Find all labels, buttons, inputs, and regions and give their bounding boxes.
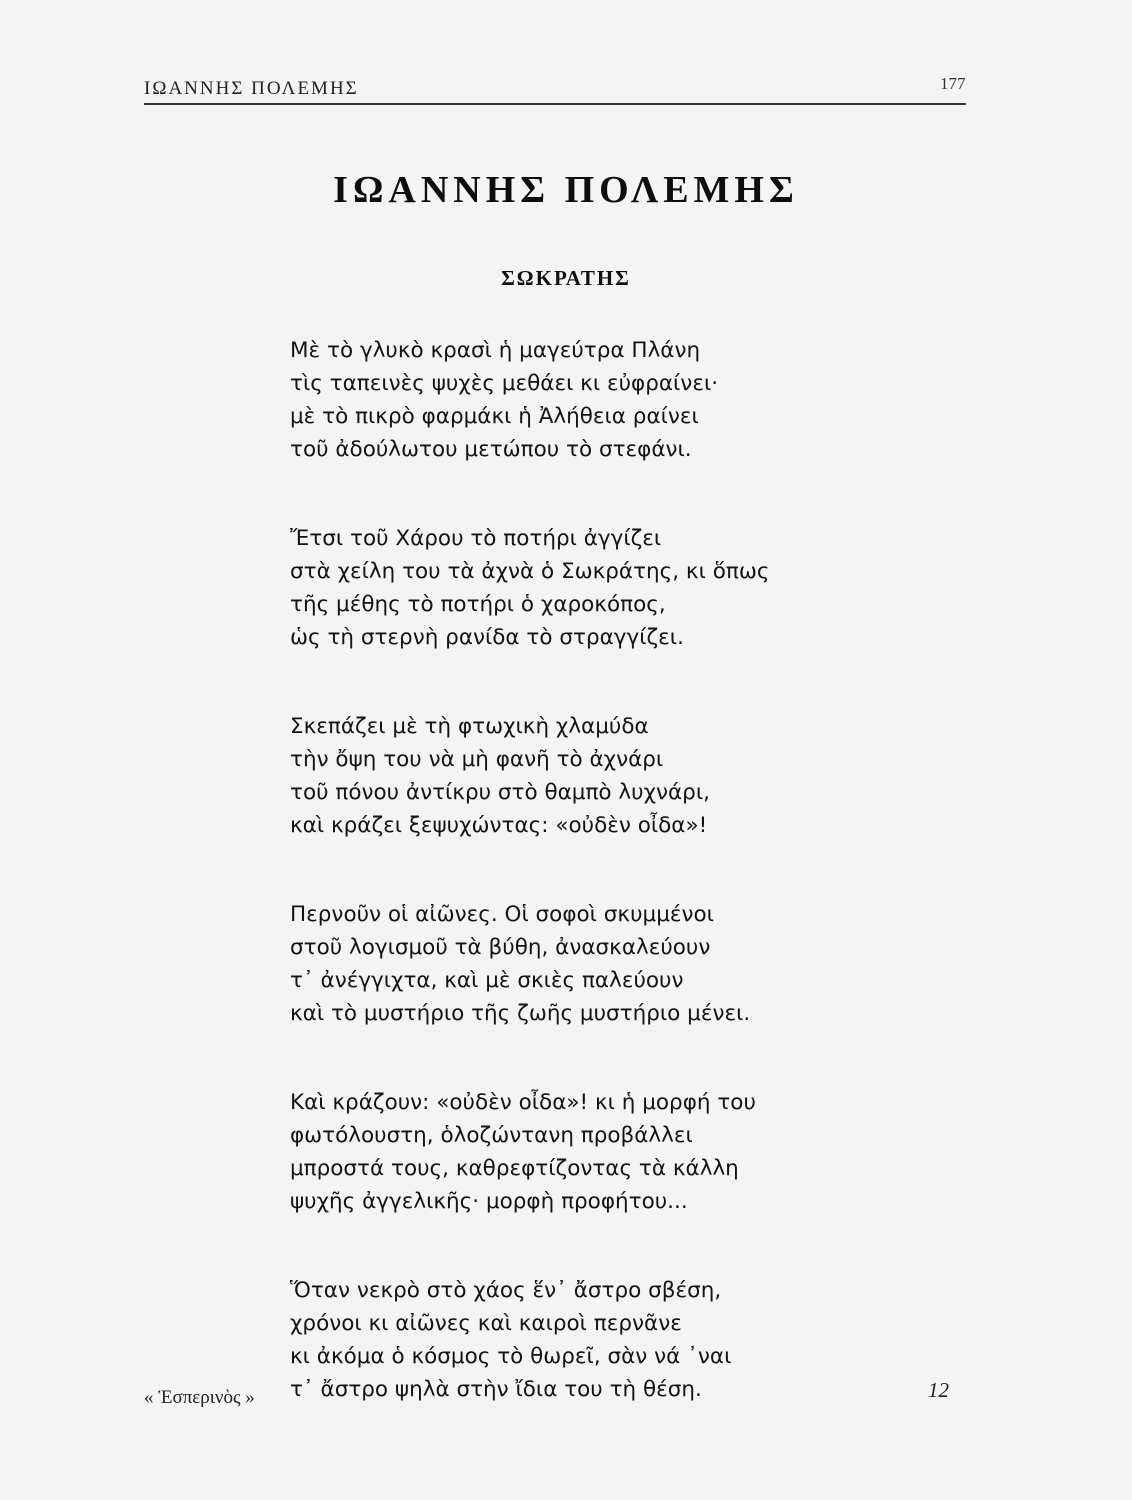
poem-line: τῆς μέθης τὸ ποτήρι ὁ χαροκόπος, [290, 592, 666, 617]
source-citation: « Ἑσπερινὸς » [144, 1387, 255, 1408]
poem-line: Περνοῦν οἱ αἰῶνες. Οἱ σοφοὶ σκυμμένοι [290, 902, 714, 927]
poem-line: Σκεπάζει μὲ τὴ φτωχικὴ χλαμύδα [290, 714, 649, 739]
poem-line: ὡς τὴ στερνὴ ρανίδα τὸ στραγγίζει. [290, 625, 684, 650]
poem-line: στοῦ λογισμοῦ τὰ βύθη, ἀνασκαλεύουν [290, 935, 711, 960]
poem-line: τοῦ ἀδούλωτου μετώπου τὸ στεφάνι. [290, 437, 692, 462]
stanza [290, 1086, 910, 1218]
stanza [290, 522, 910, 654]
poem-line: χρόνοι κι αἰῶνες καὶ καιροὶ περνᾶνε [290, 1311, 682, 1336]
stanza [290, 1274, 910, 1406]
poem-line: μὲ τὸ πικρὸ φαρμάκι ἡ Ἀλήθεια ραίνει [290, 404, 699, 429]
poem-line: φωτόλουστη, ὁλοζώντανη προβάλλει [290, 1123, 693, 1148]
poem-line: μπροστά τους, καθρεφτίζοντας τὰ κάλλη [290, 1156, 739, 1181]
poem-line: Ἔτσι τοῦ Χάρου τὸ ποτήρι ἀγγίζει [290, 526, 662, 551]
poem-line: στὰ χείλη του τὰ ἀχνὰ ὁ Σωκράτης, κι ὅπως [290, 559, 770, 584]
poem-line: καὶ τὸ μυστήριο τῆς ζωῆς μυστήριο μένει. [290, 1001, 751, 1026]
page-number: 177 [940, 74, 966, 93]
stanza [290, 710, 910, 842]
poem-line: Καὶ κράζουν: «οὐδὲν οἶδα»! κι ἡ μορφή του [290, 1090, 756, 1115]
poem-line: τ᾿ ἄστρο ψηλὰ στὴν ἴδια του τὴ θέση. [290, 1377, 702, 1402]
poem-line: τὶς ταπεινὲς ψυχὲς μεθάει κι εὐφραίνει· [290, 371, 719, 396]
poem-line: τοῦ πόνου ἀντίκρυ στὸ θαμπὸ λυχνάρι, [290, 780, 710, 805]
stanza [290, 334, 910, 466]
poem-line: τὴν ὄψη του νὰ μὴ φανῆ τὸ ἀχνάρι [290, 747, 664, 772]
header-rule [144, 103, 966, 105]
poem-line: κι ἀκόμα ὁ κόσμος τὸ θωρεῖ, σὰν νά ᾿ναι [290, 1344, 732, 1369]
poem-body [290, 334, 910, 1462]
poem-line: ψυχῆς ἀγγελικῆς· μορφὴ προφήτου... [290, 1189, 688, 1214]
signature-mark: 12 [928, 1378, 949, 1402]
poet-name-title: ΙΩΑΝΝΗΣ ΠΟΛΕΜΗΣ [333, 169, 799, 211]
poem-line: Μὲ τὸ γλυκὸ κρασὶ ἡ μαγεύτρα Πλάνη [290, 338, 701, 363]
poem-line: καὶ κράζει ξεψυχώντας: «οὐδὲν οἶδα»! [290, 813, 708, 838]
poem-line: Ὅταν νεκρὸ στὸ χάος ἕν᾿ ἄστρο σβέση, [290, 1278, 722, 1303]
running-head: ΙΩΑΝΝΗΣ ΠΟΛΕΜΗΣ [144, 78, 359, 99]
poem-line: τ᾿ ἀνέγγιχτα, καὶ μὲ σκιὲς παλεύουν [290, 968, 684, 993]
stanza [290, 898, 910, 1030]
poem-title: ΣΩΚΡΑΤΗΣ [501, 266, 631, 290]
